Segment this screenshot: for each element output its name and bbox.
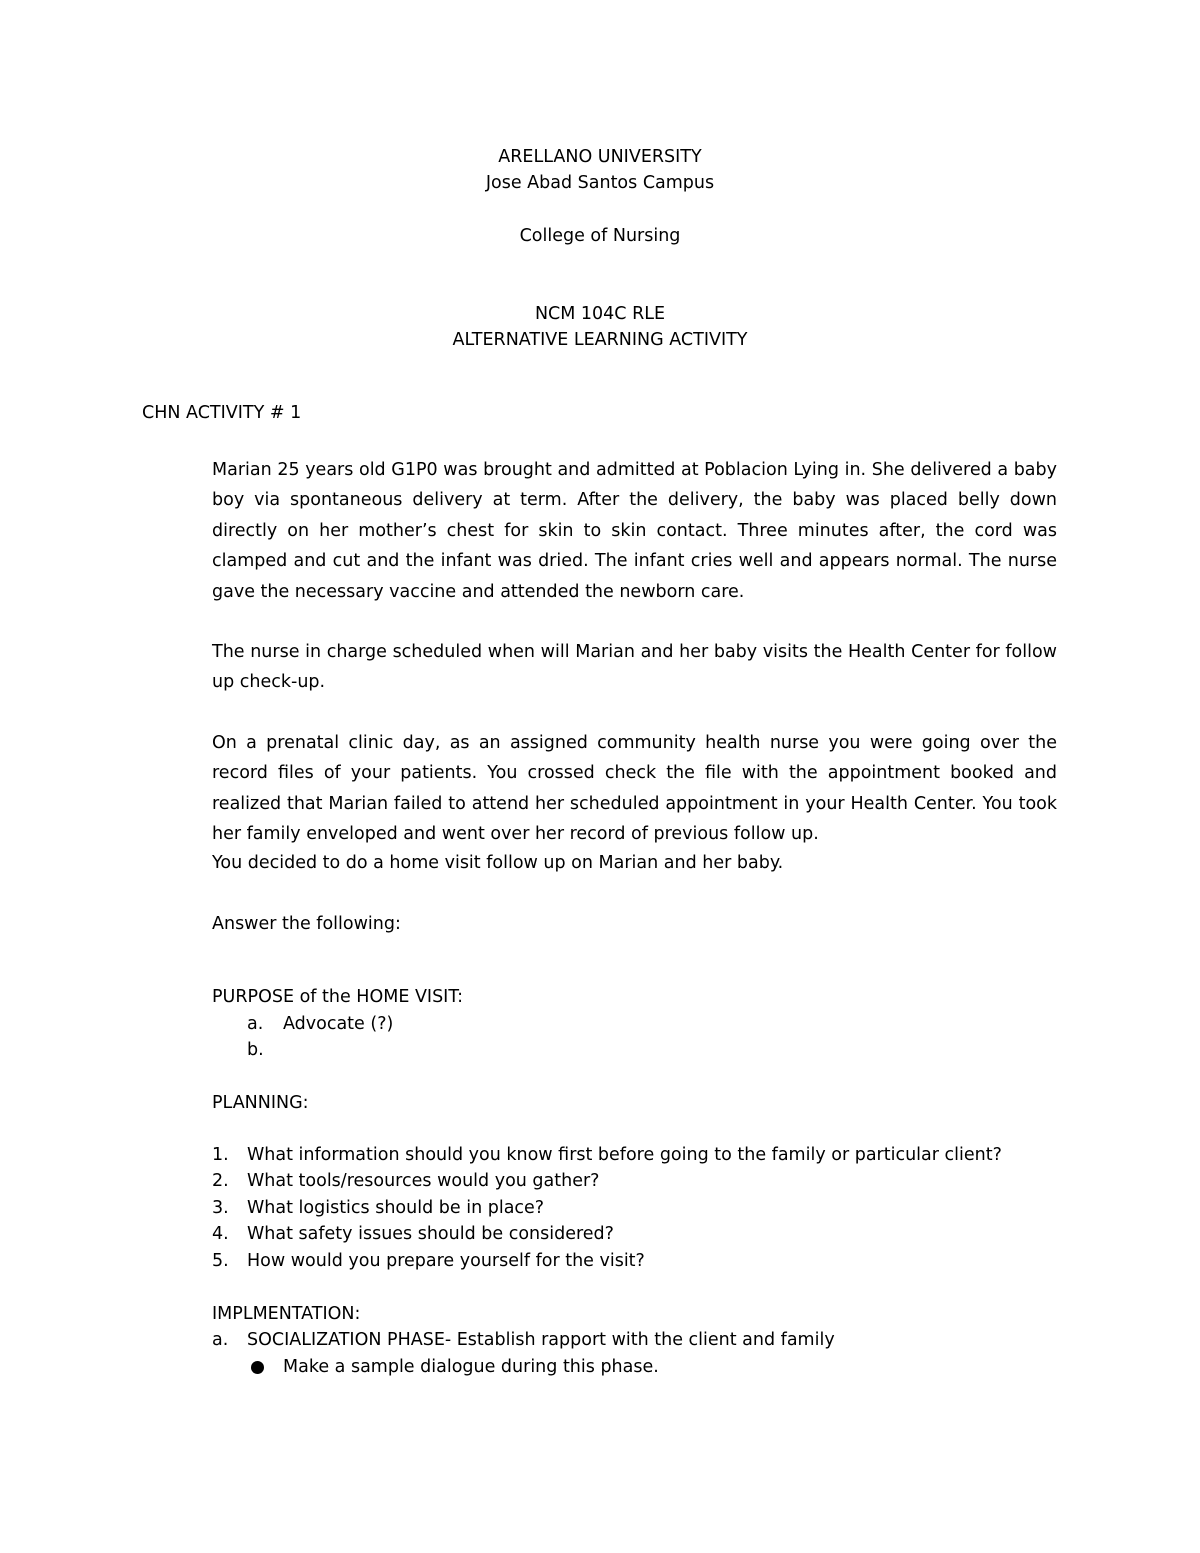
list-item-text: What tools/resources would you gather?	[247, 1171, 600, 1191]
course-code: NCM 104C RLE	[534, 304, 666, 324]
list-item-text: What information should you know first before going to the family or particular client?	[247, 1145, 1002, 1165]
list-item-text: Advocate (?)	[283, 1014, 394, 1034]
list-marker: 4.	[212, 1224, 229, 1244]
list-marker: 3.	[212, 1198, 229, 1218]
purpose-heading: PURPOSE of the HOME VISIT:	[212, 987, 464, 1007]
list-item-text: What logistics should be in place?	[247, 1198, 545, 1218]
case-paragraph-3: On a prenatal clinic day, as an assigned community health nurse you were going over the record files of your patients. You crossed check the file with the appointment booked and realized that Marian failed to attend her scheduled appointment in your Health Center. You took her family enveloped and went over her record of previous follow up.	[212, 733, 1057, 845]
instruction-text: Answer the following:	[212, 914, 401, 934]
list-marker: a.	[247, 1014, 264, 1034]
list-marker: 1.	[212, 1145, 229, 1165]
list-marker: a.	[212, 1330, 229, 1350]
list-item-text: How would you prepare yourself for the visit?	[247, 1251, 645, 1271]
campus-name: Jose Abad Santos Campus	[485, 173, 715, 193]
list-marker: b.	[247, 1040, 264, 1060]
list-marker: 2.	[212, 1171, 229, 1191]
bullet-item-text: Make a sample dialogue during this phase.	[283, 1357, 659, 1377]
case-paragraph-1: Marian 25 years old G1P0 was brought and admitted at Poblacion Lying in. She delivered a baby boy via spontaneous delivery at term. After the delivery, the baby was placed belly down directly on her mother’s chest for skin to skin contact. Three minutes after, the cord was clamped and cut and the infant was dried. The infant cries well and appears normal. The nurse gave the necessary vaccine and attended the newborn care.	[212, 460, 1057, 602]
list-item-text: SOCIALIZATION PHASE- Establish rapport with the client and family	[247, 1330, 835, 1350]
list-item-text: What safety issues should be considered?	[247, 1224, 614, 1244]
activity-type: ALTERNATIVE LEARNING ACTIVITY	[452, 330, 748, 350]
college-name: College of Nursing	[519, 226, 681, 246]
bullet-icon	[251, 1361, 264, 1374]
university-name: ARELLANO UNIVERSITY	[498, 147, 702, 167]
activity-title: CHN ACTIVITY # 1	[142, 403, 302, 423]
case-paragraph-2: The nurse in charge scheduled when will Marian and her baby visits the Health Center for follow up check-up.	[212, 642, 1057, 693]
list-marker: 5.	[212, 1251, 229, 1271]
implementation-heading: IMPLMENTATION:	[212, 1304, 361, 1324]
planning-heading: PLANNING:	[212, 1093, 309, 1113]
case-paragraph-4: You decided to do a home visit follow up on Marian and her baby.	[212, 853, 784, 873]
